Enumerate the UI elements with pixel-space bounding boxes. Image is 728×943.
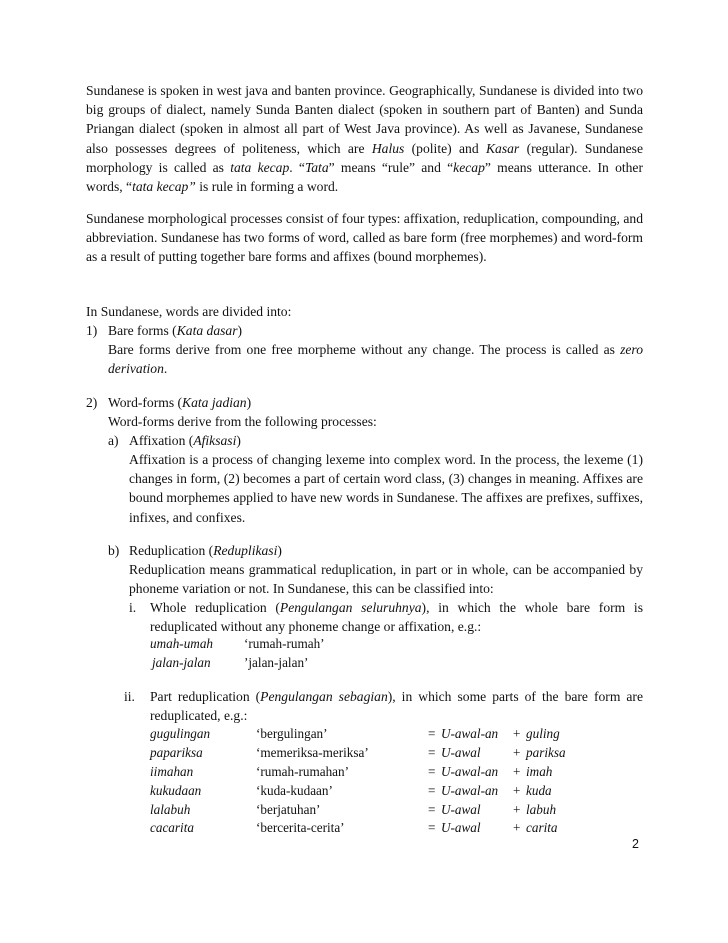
text-italic: Pengulangan sebagian: [260, 689, 388, 704]
morphology-paragraph: Sundanese morphological processes consist of four types: affixation, reduplication, compounding, and abbreviation. Sundanese has two forms of word, called as bare form (free morphemes) and word-form as a result of putting together bare forms and affixes (bound morphemes).: [86, 211, 643, 265]
example-base: labuh: [526, 802, 557, 817]
text-italic: kecap: [453, 159, 485, 175]
example-gloss: ‘bercerita-cerita’: [256, 820, 345, 835]
example-pattern: U-awal: [441, 745, 481, 760]
example-eq: =: [428, 820, 436, 835]
item-1-title: [108, 321, 242, 340]
example-base: carita: [526, 820, 558, 835]
example-word: gugulingan: [150, 726, 211, 741]
example-pattern: U-awal-an: [441, 783, 499, 798]
example-gloss: ’jalan-jalan’: [244, 655, 309, 670]
text-italic: Pengulangan seluruhnya: [279, 600, 422, 615]
text-italic: Afiksasi: [193, 433, 237, 448]
text-italic: tata kecap: [230, 159, 290, 175]
subitem-a-number: a): [108, 433, 119, 448]
text: ” means “rule” and “: [328, 159, 454, 175]
example-gloss: ‘berjatuhan’: [256, 802, 321, 817]
text-italic: Reduplikasi: [213, 543, 278, 558]
example-pattern: U-awal: [441, 820, 481, 835]
example-gloss: ‘rumah-rumah’: [244, 636, 325, 651]
text-italic: Kata jadian: [182, 395, 247, 410]
example-word: umah-umah: [150, 636, 214, 651]
text: Word-forms (: [108, 395, 183, 410]
text: (polite) and: [404, 140, 486, 156]
text: ): [237, 323, 243, 338]
text-italic: Tata: [304, 159, 329, 175]
text: is rule in forming a word.: [195, 179, 339, 195]
example-plus: +: [513, 820, 521, 835]
text: (regular). Sundanese morphology is called as: [86, 140, 643, 175]
text-italic: tata kecap”: [132, 179, 196, 195]
item-2-title: [108, 393, 251, 412]
subitem-a-title: [129, 431, 241, 450]
word-division-intro: In Sundanese, words are divided into:: [86, 304, 292, 319]
example-pattern: U-awal-an: [441, 764, 499, 779]
item-1-number: 1): [86, 323, 98, 338]
subitem-i-number: i.: [129, 600, 137, 615]
text-italic: derivation: [108, 361, 164, 377]
example-base: imah: [526, 764, 553, 779]
text-italic: zero: [620, 342, 643, 357]
example-word: lalabuh: [150, 802, 191, 817]
item-1-description: [108, 340, 643, 378]
subitem-ii-number: ii.: [124, 689, 135, 704]
page-number: 2: [632, 837, 639, 851]
text: ): [277, 543, 282, 558]
text-italic: Halus: [371, 140, 405, 156]
text-italic: Kasar: [485, 140, 520, 156]
example-plus: +: [513, 783, 521, 798]
example-eq: =: [428, 764, 436, 779]
text: ): [236, 433, 241, 448]
example-base: guling: [526, 726, 560, 741]
example-plus: +: [513, 745, 521, 760]
example-word: papariksa: [150, 745, 203, 760]
example-eq: =: [428, 745, 436, 760]
example-gloss: ‘memeriksa-meriksa’: [256, 745, 369, 760]
example-pattern: U-awal: [441, 802, 481, 817]
example-plus: +: [513, 802, 521, 817]
text: ), in which some parts of the bare form are reduplicated, e.g.:: [150, 689, 643, 724]
text: Part reduplication (: [150, 689, 261, 704]
item-2-number: 2): [86, 395, 98, 410]
text: ), in which the whole bare form is reduplicated without any phoneme change or affixation, e.g.:: [150, 600, 643, 635]
text-italic: Kata dasar: [176, 323, 238, 338]
example-pattern: U-awal-an: [441, 726, 499, 741]
text: Whole reduplication (: [150, 600, 280, 615]
subitem-a-body: Affixation is a process of changing lexeme into complex word. In the process, the lexeme (1) changes in form, (2) becomes a part of certain word class, (3) changes in meaning. Affixes are bound morphemes applied to have new words in Sundanese. The affixes are prefixes, suffixes, infixes, and confixes.: [129, 452, 643, 525]
example-eq: =: [428, 726, 436, 741]
example-word: cacarita: [150, 820, 194, 835]
example-gloss: ‘bergulingan’: [256, 726, 328, 741]
example-gloss: ‘kuda-kudaan’: [256, 783, 333, 798]
example-plus: +: [513, 764, 521, 779]
subitem-b-body: Reduplication means grammatical reduplication, in part or in whole, can be accompanied by phoneme variation or not. In Sundanese, this can be classified into:: [129, 562, 643, 597]
subitem-ii-body: [150, 687, 643, 725]
example-word: iimahan: [150, 764, 194, 779]
text: Affixation (: [129, 433, 194, 448]
example-base: pariksa: [526, 745, 566, 760]
example-gloss: ‘rumah-rumahan’: [256, 764, 350, 779]
example-word: jalan-jalan: [152, 655, 211, 670]
example-plus: +: [513, 726, 521, 741]
text: . “: [289, 159, 305, 175]
text: Sundanese is spoken in west java and banten province. Geographically, Sundanese is divided into two big groups of dialect, namely Sunda Banten dialect (spoken in southern part of Banten) and Sunda Priangan dialect (spoken in almost all part of West Java province). As well as Javanese, Sundanese also possesses degrees of politeness, which are: [86, 83, 643, 156]
subitem-b-number: b): [108, 543, 120, 558]
subitem-b-title: [129, 541, 282, 560]
text: ” means utterance. In other words, “: [86, 159, 643, 195]
item-2-description: Word-forms derive from the following processes:: [108, 414, 377, 429]
text: Bare forms derive from one free morpheme without any change. The process is called as: [108, 342, 621, 357]
intro-paragraph: [86, 81, 643, 196]
text: Reduplication (: [129, 543, 214, 558]
subitem-i-body: [150, 598, 643, 636]
text: .: [163, 361, 168, 377]
example-base: kuda: [526, 783, 552, 798]
example-eq: =: [428, 802, 436, 817]
example-eq: =: [428, 783, 436, 798]
example-word: kukudaan: [150, 783, 202, 798]
text: ): [246, 395, 252, 410]
text: Bare forms (: [108, 323, 177, 338]
